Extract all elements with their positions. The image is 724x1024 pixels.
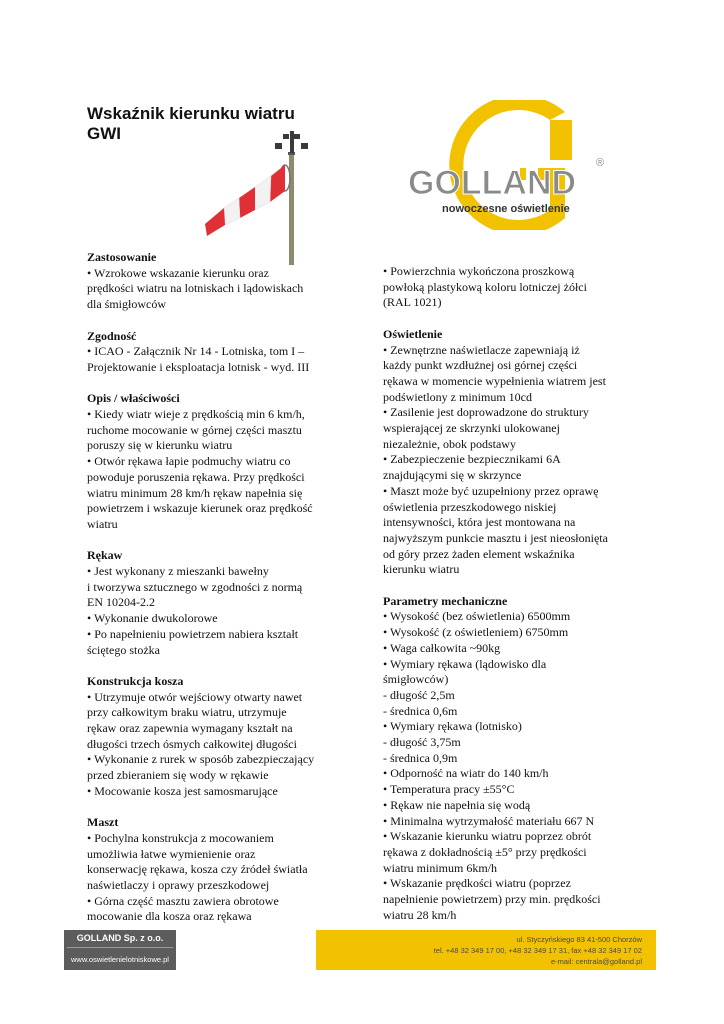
title-line-2: GWI <box>87 124 121 143</box>
section-heading: Maszt <box>87 815 119 830</box>
left-column <box>87 250 362 941</box>
text-line: ściętego stożka <box>87 642 160 657</box>
text-line: • Wysokość (bez oświetlenia) 6500mm <box>383 609 571 624</box>
text-line: • Wymiary rękawa (lotnisko) <box>383 719 522 734</box>
logo-tagline: nowoczesne oświetlenie <box>442 203 570 215</box>
text-line: ruchome mocowanie w górnej części masztu <box>87 422 302 437</box>
registered-mark: ® <box>596 157 605 169</box>
footer-divider <box>67 947 173 948</box>
footer-company: GOLLAND Sp. z o.o. <box>76 933 164 943</box>
text-line: najwyższym punkcie masztu i jest nieosłonięta <box>383 530 608 545</box>
section-heading: Oświetlenie <box>383 326 443 341</box>
logo-brand: GOLLAND <box>408 164 577 202</box>
footer-contact-box <box>316 930 656 970</box>
text-line: Projektowanie i eksploatacja lotnisk - wyd. III <box>87 359 310 374</box>
text-line: oświetlenia przeszkodowego niskiej <box>383 499 557 514</box>
text-line: dla śmigłowców <box>87 297 166 312</box>
text-line: wiatru minimum 6km/h <box>383 860 497 875</box>
text-line: • Górna część masztu zawiera obrotowe <box>87 893 279 908</box>
text-line: i tworzywa sztucznego w zgodności z normą <box>87 579 303 594</box>
text-line: (RAL 1021) <box>383 295 442 310</box>
section-heading: Konstrukcja kosza <box>87 673 184 688</box>
footer-address: ul. Styczyńskiego 83 41-500 Chorzów <box>516 935 642 944</box>
footer-email[interactable]: e-mail: centrala@golland.pl <box>551 957 642 966</box>
text-line: wspierającej ze skrzynki ulokowanej <box>383 421 560 436</box>
text-line: znajdującymi się w skrzynce <box>383 468 522 483</box>
text-line: • Zasilenie jest doprowadzone do struktury <box>383 405 589 420</box>
section-heading: Zgodność <box>87 328 137 343</box>
footer-website[interactable]: www.oswietlenielotniskowe.pl <box>71 955 169 964</box>
text-section <box>87 329 362 376</box>
text-line: • Zewnętrzne naświetlacze zapewniają iż <box>383 342 580 357</box>
text-line: długości trzech ósmych całkowitej długości <box>87 736 297 751</box>
text-line: rękaw oraz zapewnia wymagany kształt na <box>87 721 293 736</box>
text-line: kierunku wiatru <box>383 562 460 577</box>
text-line: • Wymiary rękawa (lądowisko dla <box>383 656 547 671</box>
text-line: przy całkowitym braku wiatru, utrzymuje <box>87 705 287 720</box>
title-line-1: Wskaźnik kierunku wiatru <box>87 104 295 123</box>
text-line: poruszy się w kierunku wiatru <box>87 438 233 453</box>
text-line: - średnica 0,6m <box>383 703 458 718</box>
text-line: powoduje poruszenia rękawa. Przy prędkości <box>87 469 305 484</box>
text-line: powietrzem i wskazuje kierunek oraz prędkość <box>87 501 313 516</box>
text-line: • Wykonanie z rurek w sposób zabezpieczający <box>87 752 315 767</box>
text-line: • Otwór rękawa łapie podmuchy wiatru co <box>87 454 291 469</box>
text-section <box>383 594 648 924</box>
text-line: konserwację rękawa, kosza czy źródeł światła <box>87 862 308 877</box>
text-line: • Wysokość (z oświetleniem) 6750mm <box>383 625 569 640</box>
section-heading: Rękaw <box>87 548 123 563</box>
text-line: • Wskazanie prędkości wiatru (poprzez <box>383 876 571 891</box>
text-line: wiatru 28 km/h <box>383 907 457 922</box>
text-line: powłoką plastykową koloru lotniczej żółci <box>383 279 587 294</box>
text-line: od góry przez żaden element wskaźnika <box>383 546 575 561</box>
text-section <box>87 391 362 532</box>
text-section <box>383 327 648 578</box>
text-line: • Po napełnieniu powietrzem nabiera kształt <box>87 626 299 641</box>
section-heading: Zastosowanie <box>87 250 157 264</box>
text-line: • Pochylna konstrukcja z mocowaniem <box>87 830 274 845</box>
windsock-photo <box>195 130 315 265</box>
text-line: każdy punkt wzdłużnej osi górnej części <box>383 358 578 373</box>
text-line: - średnica 0,9m <box>383 750 458 765</box>
text-line: • Utrzymuje otwór wejściowy otwarty nawet <box>87 689 303 704</box>
text-line: rękawa w momencie wypełnienia wiatrem jest <box>383 373 606 388</box>
text-line: • ICAO - Załącznik Nr 14 - Lotniska, tom I – <box>87 344 305 359</box>
text-line: • Minimalna wytrzymałość materiału 667 N <box>383 813 595 828</box>
text-line: • Wzrokowe wskazanie kierunku oraz <box>87 265 269 280</box>
text-line: • Zabezpieczenie bezpiecznikami 6A <box>383 452 561 467</box>
text-line: - długość 3,75m <box>383 735 461 750</box>
text-line: śmigłowców) <box>383 672 449 687</box>
text-line: • Temperatura pracy ±55°C <box>383 782 515 797</box>
text-line: • Maszt może być uzupełniony przez oprawę <box>383 483 599 498</box>
text-section <box>87 548 362 658</box>
text-line: • Wykonanie dwukolorowe <box>87 611 218 626</box>
text-section <box>87 815 362 925</box>
text-line: • Waga całkowita ~90kg <box>383 640 501 655</box>
text-line: • Mocowanie kosza jest samosmarujące <box>87 783 278 798</box>
section-heading: Opis / właściwości <box>87 391 180 406</box>
text-section <box>383 264 648 311</box>
footer-phones: tel. +48 32 349 17 00, +48 32 349 17 31, fax +48 32 349 17 02 <box>433 946 642 955</box>
golland-logo <box>400 100 620 230</box>
text-line: prędkości wiatru na lotniskach i lądowiskach <box>87 281 304 296</box>
text-line: naświetlaczy i oprawy przeszkodowej <box>87 878 270 893</box>
text-line: wiatru minimum 28 km/h rękaw napełnia się <box>87 485 303 500</box>
text-line: • Wskazanie kierunku wiatru poprzez obrót <box>383 829 592 844</box>
text-line: umożliwia łatwe wymienienie oraz <box>87 846 256 861</box>
text-line: podświetlony z minimum 10cd <box>383 389 532 404</box>
text-line: - długość 2,5m <box>383 687 455 702</box>
text-section <box>87 674 362 800</box>
text-line: wiatru <box>87 516 118 531</box>
text-line: • Kiedy wiatr wieje z prędkością min 6 km/h, <box>87 407 305 421</box>
footer-company-box <box>64 930 176 970</box>
text-line: EN 10204-2.2 <box>87 595 155 610</box>
text-line: niezależnie, obok podstawy <box>383 436 516 451</box>
section-heading: Parametry mechaniczne <box>383 593 508 608</box>
text-line: • Powierzchnia wykończona proszkową <box>383 264 575 278</box>
text-section <box>87 250 362 313</box>
text-line: intensywności, która jest montowana na <box>383 515 576 530</box>
right-column <box>383 264 648 939</box>
text-line: • Odporność na wiatr do 140 km/h <box>383 766 549 781</box>
text-line: przed zbieraniem się wody w rękawie <box>87 768 269 783</box>
text-line: • Jest wykonany z mieszanki bawełny <box>87 564 269 579</box>
text-line: • Rękaw nie napełnia się wodą <box>383 797 531 812</box>
text-line: napełnienie powietrzem) przy min. prędkości <box>383 892 601 907</box>
text-line: rękawa z dokładnością ±5° przy prędkości <box>383 844 587 859</box>
text-line: mocowanie dla kosza oraz rękawa <box>87 909 252 924</box>
